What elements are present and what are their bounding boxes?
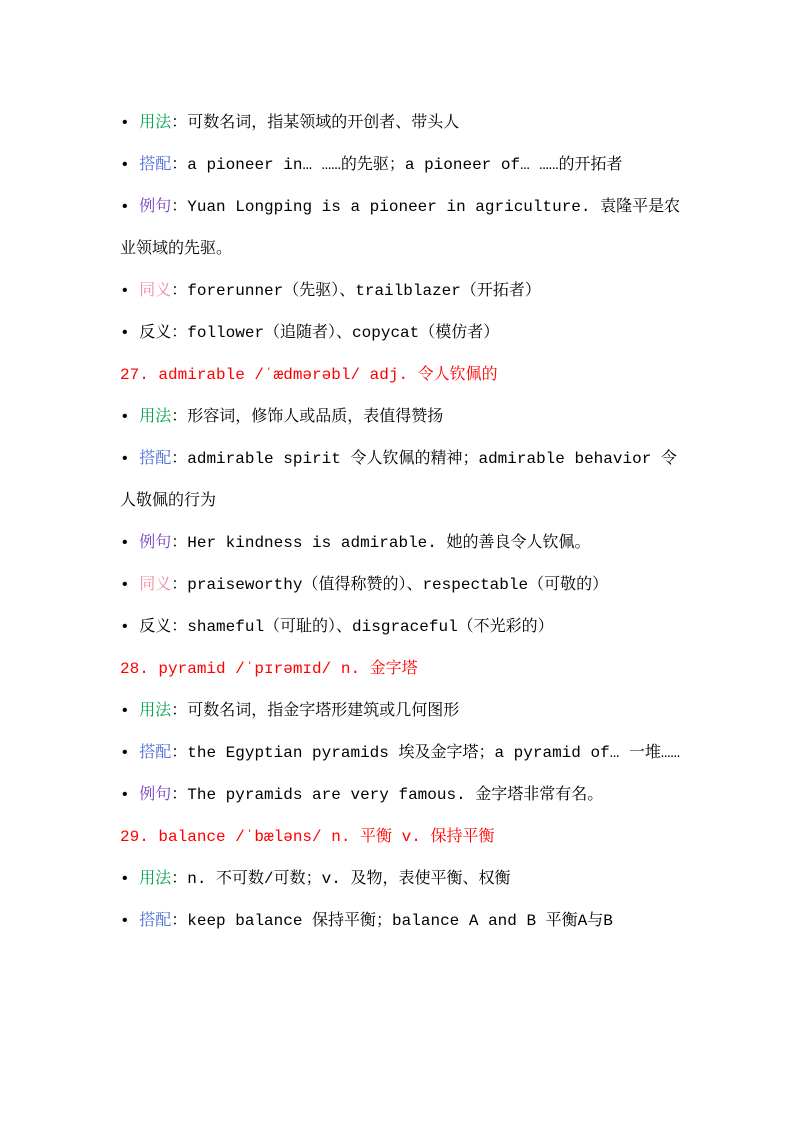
line-text: the Egyptian pyramids 埃及金字塔；a pyramid of… 一堆……	[187, 744, 681, 762]
label-separator: ：	[171, 870, 188, 888]
line-label: 用法	[139, 702, 172, 720]
line-label: 搭配	[139, 912, 172, 930]
label-separator: ：	[171, 618, 188, 636]
example-line	[120, 774, 682, 816]
synonym-line	[120, 564, 682, 606]
bullet: •	[120, 534, 140, 552]
usage-line	[120, 858, 682, 900]
line-label: 反义	[139, 618, 172, 636]
entry-heading	[120, 816, 682, 858]
bullet: •	[120, 702, 140, 720]
line-text: The pyramids are very famous. 金字塔非常有名。	[187, 786, 604, 804]
label-separator: ：	[171, 408, 188, 426]
line-label: 同义	[139, 576, 172, 594]
label-separator: ：	[171, 324, 188, 342]
label-separator: ：	[171, 912, 188, 930]
usage-line	[120, 102, 682, 144]
line-text: 可数名词，指金字塔形建筑或几何图形	[187, 702, 460, 720]
label-separator: ：	[171, 576, 188, 594]
line-text: 形容词，修饰人或品质，表值得赞扬	[187, 408, 444, 426]
entry-heading-text: 28. pyramid /ˈpɪrəmɪd/ n. 金字塔	[120, 660, 418, 678]
line-label: 用法	[139, 870, 172, 888]
label-separator: ：	[171, 156, 188, 174]
line-text: praiseworthy（值得称赞的）、respectable（可敬的）	[187, 576, 609, 594]
bullet: •	[120, 408, 140, 426]
bullet: •	[120, 156, 140, 174]
usage-line	[120, 690, 682, 732]
bullet: •	[120, 450, 140, 468]
line-label: 搭配	[139, 156, 172, 174]
label-separator: ：	[171, 450, 188, 468]
line-label: 用法	[139, 114, 172, 132]
bullet: •	[120, 786, 140, 804]
line-label: 例句	[139, 534, 172, 552]
line-text: a pioneer in… ……的先驱；a pioneer of… ……的开拓者	[187, 156, 623, 174]
bullet: •	[120, 282, 140, 300]
bullet: •	[120, 912, 140, 930]
line-text: admirable spirit 令人钦佩的精神；admirable behavior 令人敬佩的行为	[120, 450, 677, 510]
bullet: •	[120, 744, 140, 762]
synonym-line	[120, 270, 682, 312]
label-separator: ：	[171, 534, 188, 552]
collocation-line	[120, 144, 682, 186]
label-separator: ：	[171, 198, 188, 216]
line-text: forerunner（先驱）、trailblazer（开拓者）	[187, 282, 541, 300]
line-text: n. 不可数/可数；v. 及物，表使平衡、权衡	[187, 870, 511, 888]
label-separator: ：	[171, 786, 188, 804]
line-label: 用法	[139, 408, 172, 426]
bullet: •	[120, 198, 140, 216]
entry-heading-text: 27. admirable /ˈædmərəbl/ adj. 令人钦佩的	[120, 366, 498, 384]
line-label: 反义	[139, 324, 172, 342]
label-separator: ：	[171, 282, 188, 300]
bullet: •	[120, 576, 140, 594]
entry-heading	[120, 354, 682, 396]
document-body	[120, 102, 682, 942]
line-label: 搭配	[139, 450, 172, 468]
line-label: 例句	[139, 198, 172, 216]
example-line	[120, 186, 682, 270]
line-label: 同义	[139, 282, 172, 300]
line-text: shameful（可耻的）、disgraceful（不光彩的）	[187, 618, 554, 636]
line-text: Her kindness is admirable. 她的善良令人钦佩。	[187, 534, 591, 552]
label-separator: ：	[171, 744, 188, 762]
line-text: follower（追随者）、copycat（模仿者）	[187, 324, 500, 342]
line-label: 搭配	[139, 744, 172, 762]
antonym-line	[120, 606, 682, 648]
label-separator: ：	[171, 114, 188, 132]
bullet: •	[120, 114, 140, 132]
line-text: keep balance 保持平衡；balance A and B 平衡A与B	[187, 912, 613, 930]
line-label: 例句	[139, 786, 172, 804]
line-text: Yuan Longping is a pioneer in agriculture. 袁隆平是农业领域的先驱。	[120, 198, 681, 258]
antonym-line	[120, 312, 682, 354]
example-line	[120, 522, 682, 564]
collocation-line	[120, 438, 682, 522]
entry-heading-text: 29. balance /ˈbæləns/ n. 平衡 v. 保持平衡	[120, 828, 495, 846]
bullet: •	[120, 870, 140, 888]
label-separator: ：	[171, 702, 188, 720]
usage-line	[120, 396, 682, 438]
entry-heading	[120, 648, 682, 690]
bullet: •	[120, 324, 140, 342]
bullet: •	[120, 618, 140, 636]
line-text: 可数名词，指某领域的开创者、带头人	[187, 114, 460, 132]
collocation-line	[120, 900, 682, 942]
collocation-line	[120, 732, 682, 774]
